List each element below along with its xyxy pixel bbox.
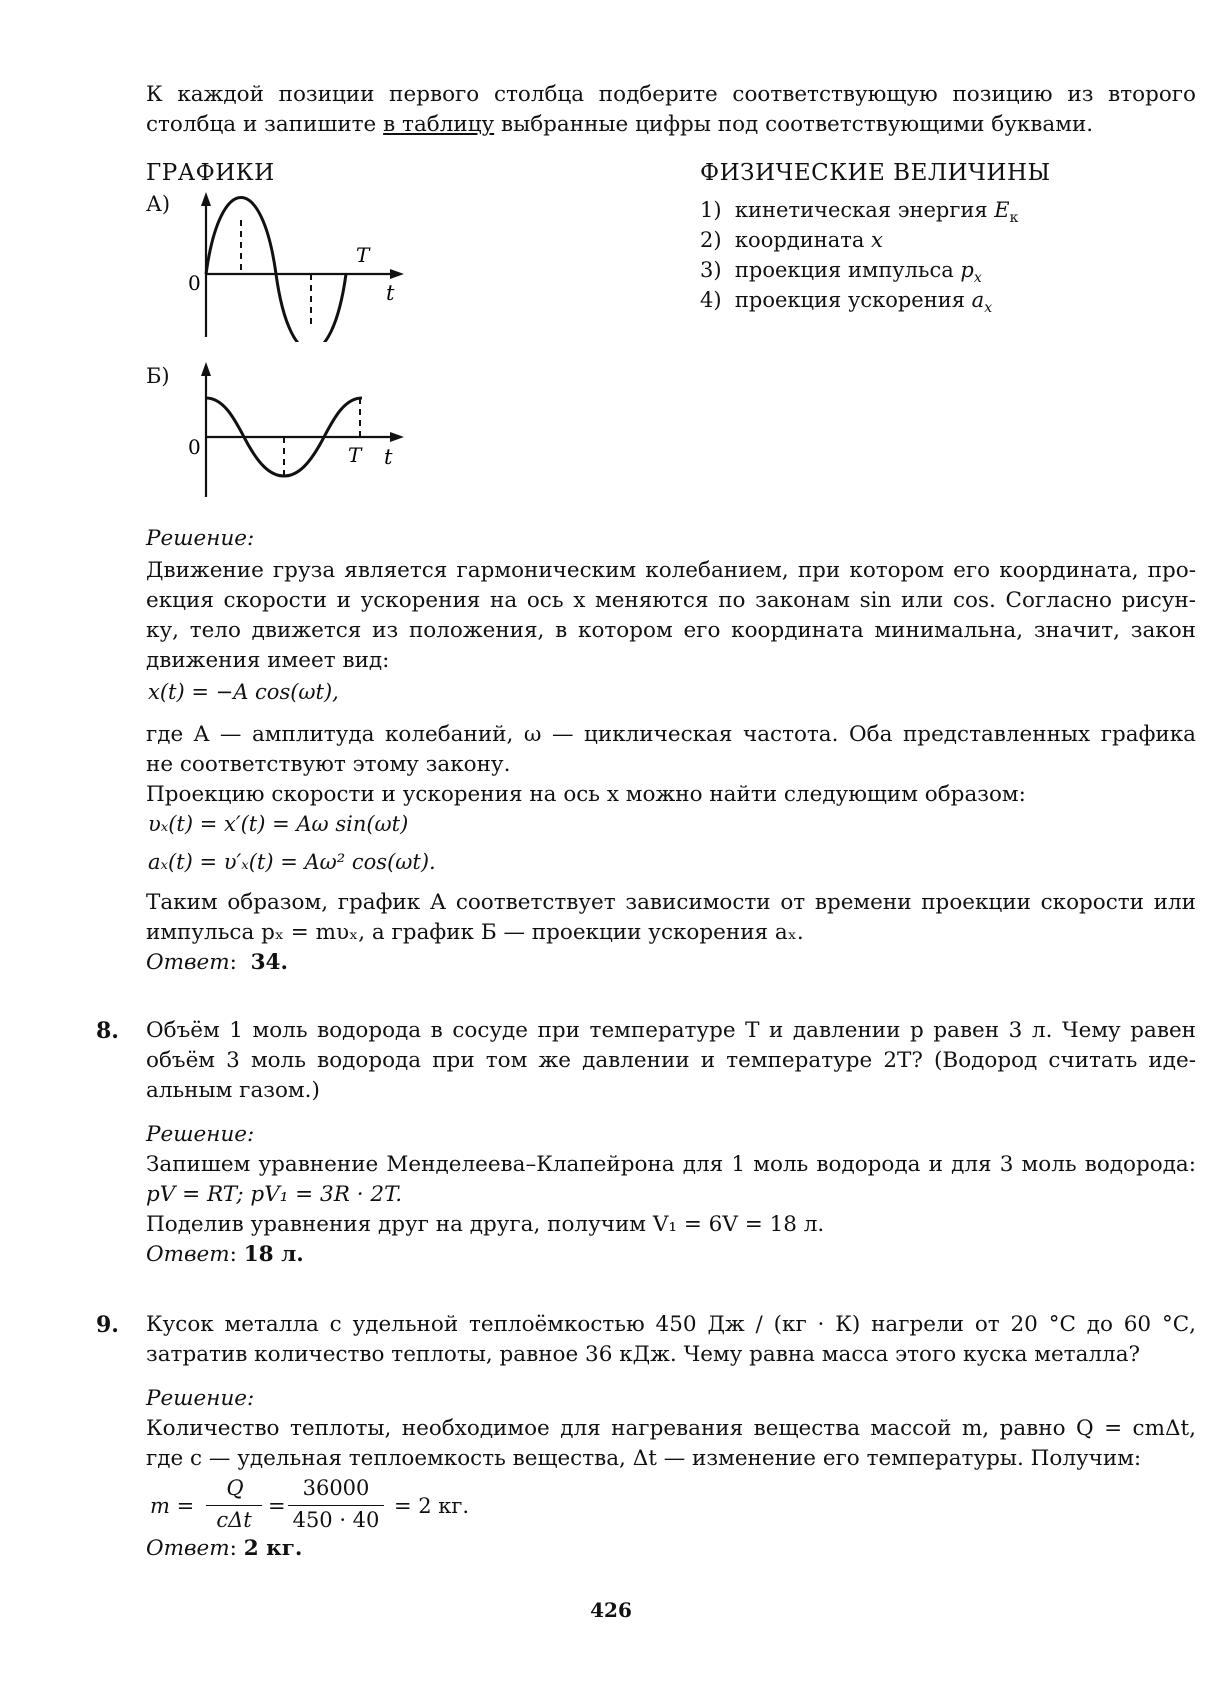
page-number: 426 <box>590 1598 632 1622</box>
graph-a <box>180 192 410 342</box>
problem-9-text: Кусок металла с удельной теплоёмкостью 450 Дж / (кг · К) нагрели от 20 °С до 60 °С, затратив количество теплоты, равное 36 кДж. Чему равна масса этого куска металла? <box>146 1312 1196 1367</box>
solution7-paragraph-3: Таким образом, график А соответствует зависимости от времени проекции скорости или импульса pₓ = mυₓ, а график Б — проекции ускорения aₓ. <box>146 890 1196 945</box>
graph-a-label: А) <box>146 192 171 216</box>
intro-line-2: столбца и запишите в таблицу выбранные цифры под соответствующими буквами. <box>146 112 1094 137</box>
solution-heading: Решение: <box>146 1386 255 1411</box>
intro-line-1: К каждой позиции первого столбца подберите соответствующую позицию из второго <box>146 82 1196 107</box>
problem-9-solution: Количество теплоты, необходимое для нагревания вещества массой m, равно Q = cmΔt, где c — удельная теплоемкость вещества, Δt — изменение его температуры. Получим: <box>146 1416 1196 1471</box>
answer-7: Ответ: 34. <box>146 950 288 975</box>
graphs-title: ГРАФИКИ <box>146 160 275 186</box>
problem-8-solution: Запишем уравнение Менделеева–Клапейрона для 1 моль водорода и для 3 моль водорода: pV = RT; pV₁ = 3R · 2T. Поделив уравнения друг на друга, получим V₁ = 6V = 18 л. <box>146 1152 1196 1237</box>
solution7-paragraph-2: где A — амплитуда колебаний, ω — циклическая частота. Оба представленных графика не соответствуют этому закону. Проекцию скорости и ускорения на ось x можно найти следующим образом: <box>146 722 1196 807</box>
graph-a-curve <box>206 198 346 343</box>
graph-b <box>180 362 410 500</box>
graph-a-t-label: t <box>386 281 395 305</box>
quantity-item: 1) кинетическая энергия $E_к$ <box>700 198 1019 227</box>
answer-9: Ответ: 2 кг. <box>146 1536 303 1561</box>
graph-b-label: Б) <box>146 364 170 388</box>
graph-a-period: T <box>356 243 370 267</box>
quantity-item: 3) проекция импульса $p_x$ <box>700 258 982 287</box>
graph-a-y-arrow <box>201 192 211 206</box>
graph-b-origin: 0 <box>188 435 201 459</box>
intro-underlined: в таблицу <box>383 112 495 137</box>
formula-coordinate: x(t) = −A cos(ωt), <box>148 680 339 704</box>
answer-8: Ответ: 18 л. <box>146 1242 304 1267</box>
formula-acceleration: aₓ(t) = υ′ₓ(t) = Aω² cos(ωt). <box>148 850 436 874</box>
problem-9-number: 9. <box>96 1312 119 1338</box>
formula-velocity: υₓ(t) = x′(t) = Aω sin(ωt) <box>148 812 409 836</box>
solution-heading: Решение: <box>146 1122 255 1147</box>
problem-8-number: 8. <box>96 1018 119 1044</box>
quantity-item: 4) проекция ускорения $a_x$ <box>700 288 993 317</box>
problem-8-text: Объём 1 моль водорода в сосуде при температуре T и давлении p равен 3 л. Чему равен объём 3 моль водорода при том же давлении и температуре 2T? (Водород считать иде- альным газом.) <box>146 1018 1196 1103</box>
graph-b-period: T <box>348 443 362 467</box>
quantities-title: ФИЗИЧЕСКИЕ ВЕЛИЧИНЫ <box>700 160 1051 186</box>
graph-a-origin: 0 <box>188 271 201 295</box>
graph-a-t-arrow <box>390 269 404 279</box>
quantity-item: 2) координата x <box>700 228 883 252</box>
graph-b-t-label: t <box>384 445 393 469</box>
solution-heading: Решение: <box>146 526 255 551</box>
intro-paragraph <box>146 80 1196 140</box>
graph-b-y-arrow <box>201 362 211 376</box>
graph-b-t-arrow <box>390 432 404 442</box>
formula-mass: m = Q cΔt = 36000 450 · 40 = 2 кг. <box>150 1476 470 1532</box>
solution7-paragraph-1: Движение груза является гармоническим колебанием, при котором его координата, про- екция скорости и ускорения на ось x меняются по законам sin или cos. Согласно рисун- ку, тело движется из положения, в котором его координата минимальна, значит, закон движения имеет вид: <box>146 558 1196 673</box>
